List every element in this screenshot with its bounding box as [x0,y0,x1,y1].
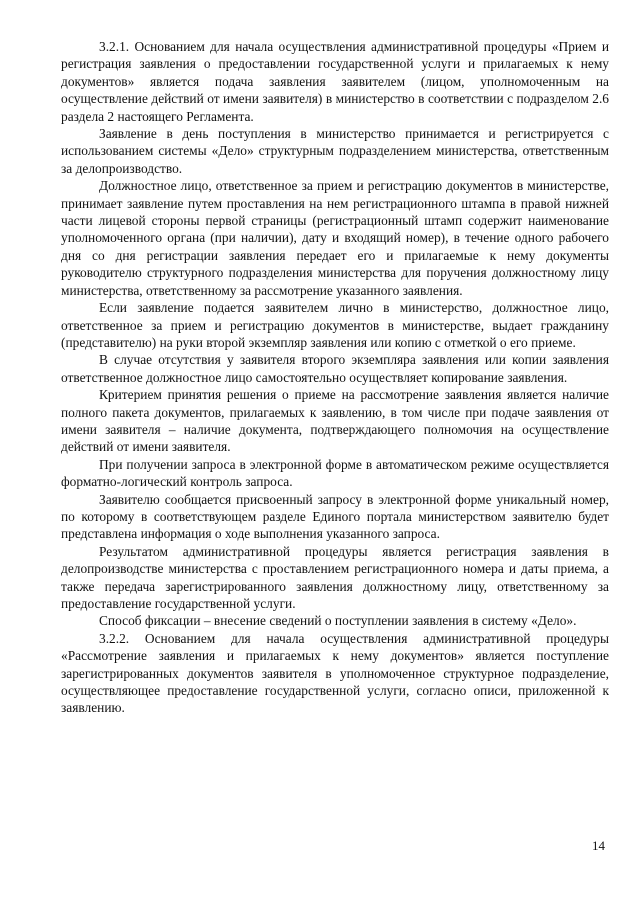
paragraph-fixation-method: Способ фиксации – внесение сведений о поступлении заявления в систему «Дело». [99,613,577,629]
paragraph-personal-submission: Если заявление подается заявителем лично в министерство, должностное лицо, ответственное за прием и регистрацию документов в министерстве, выдает гражданину (представителю) на руки второй экземпляр заявления или копию с отметкой о его приеме. [61,300,609,350]
paragraph-electronic-control: При получении запроса в электронной форме в автоматическом режиме осуществляется форматно-логический контроль запроса. [61,456,609,490]
paragraph-registration: Заявление в день поступления в министерство принимается и регистрируется с использованием системы «Дело» структурным подразделением министерства, ответственным за делопроизводство. [61,126,609,176]
paragraph-unique-number: Заявителю сообщается присвоенный запросу в электронной форме уникальный номер, по которому в соответствующем разделе Единого портала министерством заявителю будет представлена информация о ходе выполнения указанного запроса. [61,491,609,542]
paragraph-official-acceptance: Должностное лицо, ответственное за прием и регистрацию документов в министерстве, принимает заявление путем проставления на нем регистрационного штампа в правой нижней части лицевой стороны первой страницы (регистрационный штамп содержит наименование уполномоченного органа (при наличии), дату и входящий номер), в течение одного рабочего дня со дня регистрации заявления передает его и прилагаемые к нему документы руководителю структурного подразделения министерства для поручения должностному лицу министерства, ответственному за рассмотрение указанного заявления. [61,178,609,298]
document-body [61,38,609,717]
paragraph-3-2-2: 3.2.2. Основанием для начала осуществления административной процедуры «Рассмотрение заявления и прилагаемых к нему документов» является поступление зарегистрированных документов заявителя в уполномоченное структурное подразделение, осуществляющее предоставление государственной услуги, согласно описи, приложенной к заявлению. [61,630,609,716]
paragraph-3-2-1: 3.2.1. Основанием для начала осуществления административной процедуры «Прием и регистрация заявления о предоставлении государственной услуги и прилагаемых к нему документов» является подача заявления заявителем (лицом, уполномоченным на осуществление действий от имени заявителя) в министерство в соответствии с подразделом 2.6 раздела 2 настоящего Регламента. [61,39,609,124]
paragraph-no-second-copy: В случае отсутствия у заявителя второго экземпляра заявления или копии заявления ответственное должностное лицо самостоятельно осуществляет копирование заявления. [61,352,609,385]
paragraph-acceptance-criterion: Критерием принятия решения о приеме на рассмотрение заявления является наличие полного пакета документов, прилагаемых к заявлению, в том числе при подаче заявления от имени заявителя – наличие документа, подтверждающего полномочия на осуществление действий от имени заявителя. [61,387,609,455]
page-number: 14 [592,838,605,853]
paragraph-procedure-result: Результатом административной процедуры является регистрация заявления в делопроизводстве министерства с проставлением регистрационного номера и даты приема, а также передача зарегистрированного заявления должностному лицу, ответственному за предоставление государственной услуги. [61,543,609,611]
